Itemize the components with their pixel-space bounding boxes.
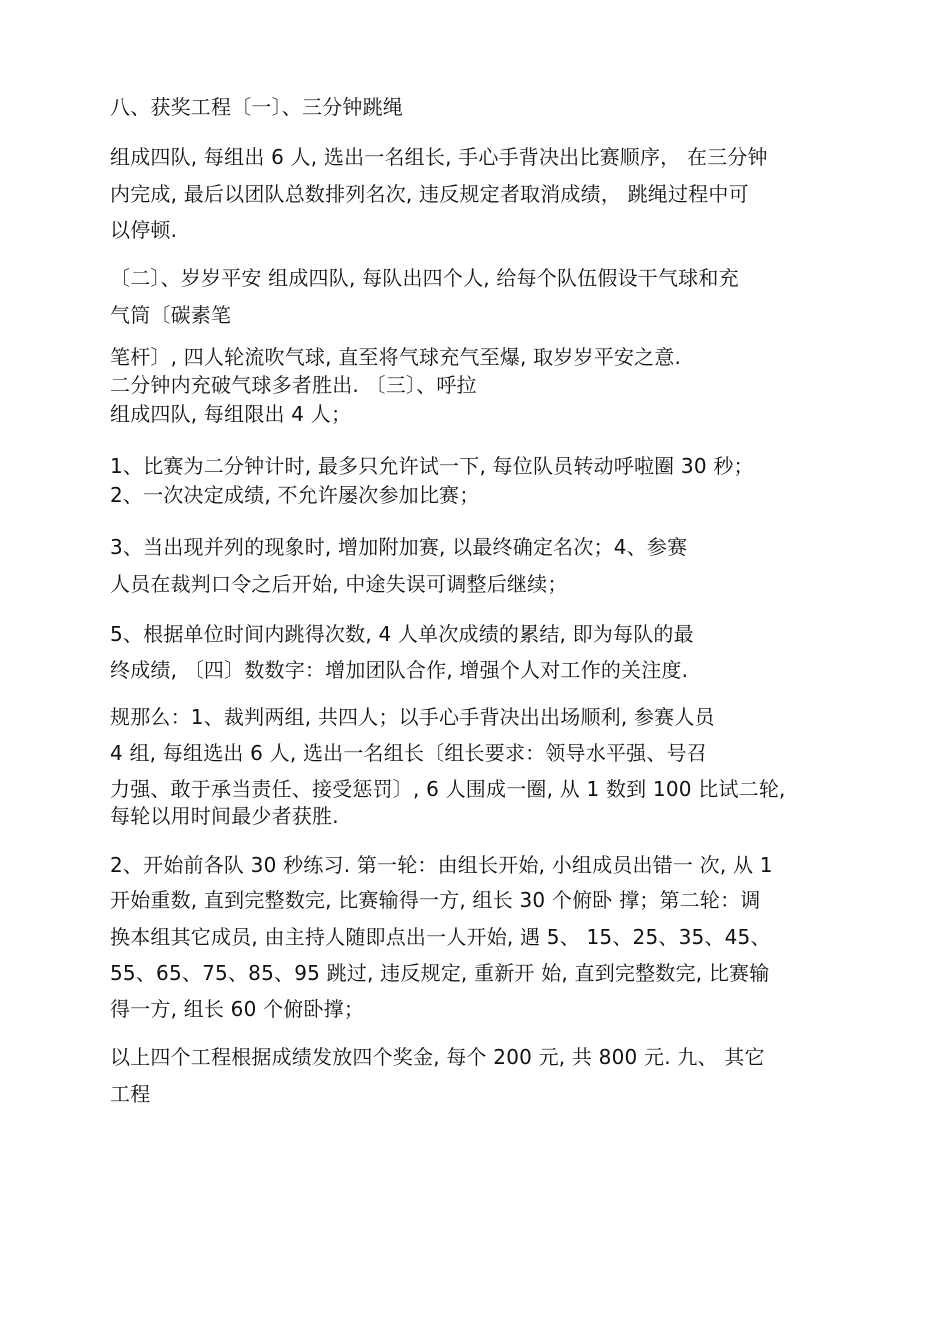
text-line: 内完成, 最后以团队总数排列名次, 违反规定者取消成绩， 跳绳过程中可 [110,182,749,206]
text-line: 4 组, 每组选出 6 人, 选出一名组长〔组长要求：领导水平强、号召 [110,741,707,765]
text-line: 1、比赛为二分钟计时, 最多只允许试一下, 每位队员转动呼啦圈 30 秒； [110,454,754,478]
heading-section-eight: 八、获奖工程〔一〕、三分钟跳绳 [110,95,403,119]
text-line: 每轮以用时间最少者获胜. [110,804,339,828]
text-line: 〔二〕、岁岁平安 组成四队, 每队出四个人, 给每个队伍假设干气球和充 [110,266,739,290]
text-line: 2、开始前各队 30 秒练习. 第一轮：由组长开始, 小组成员出错一 次, 从 1 [110,853,773,877]
text-line: 以停顿. [110,218,178,242]
text-line: 组成四队, 每组出 6 人, 选出一名组长, 手心手背决出比赛顺序， 在三分钟 [110,145,768,169]
text-line: 2、一次决定成绩, 不允许屡次参加比赛； [110,483,480,507]
text-line: 得一方, 组长 60 个俯卧撑； [110,997,365,1021]
text-line: 二分钟内充破气球多者胜出. 〔三〕、呼拉 [110,373,477,397]
text-line: 3、当出现并列的现象时, 增加附加赛, 以最终确定名次；4、参赛 [110,535,688,559]
text-line: 换本组其它成员, 由主持人随即点出一人开始, 遇 5、 15、25、35、45、 [110,925,771,949]
text-line: 55、65、75、85、95 跳过, 违反规定, 重新开 始, 直到完整数完, 比赛输 [110,961,770,985]
text-line: 气筒〔碳素笔 [110,303,232,327]
text-line: 开始重数, 直到完整数完, 比赛输得一方, 组长 30 个俯卧 撑；第二轮：调 [110,888,761,912]
text-line: 力强、敢于承当责任、接受惩罚〕, 6 人围成一圈, 从 1 数到 100 比试二轮, [110,777,786,801]
text-line: 笔杆〕, 四人轮流吹气球, 直至将气球充气至爆, 取岁岁平安之意. [110,345,682,369]
text-line: 以上四个工程根据成绩发放四个奖金, 每个 200 元, 共 800 元. 九、 其它 [110,1045,765,1069]
text-line: 规那么：1、裁判两组, 共四人；以手心手背决出出场顺利, 参赛人员 [110,705,715,729]
text-line: 终成绩, 〔四〕数数字：增加团队合作, 增强个人对工作的关注度. [110,658,689,682]
text-line: 人员在裁判口令之后开始, 中途失误可调整后继续； [110,572,568,596]
text-line: 组成四队, 每组限出 4 人； [110,402,352,426]
text-line: 工程 [110,1082,151,1106]
text-line: 5、根据单位时间内跳得次数, 4 人单次成绩的累结, 即为每队的最 [110,622,694,646]
